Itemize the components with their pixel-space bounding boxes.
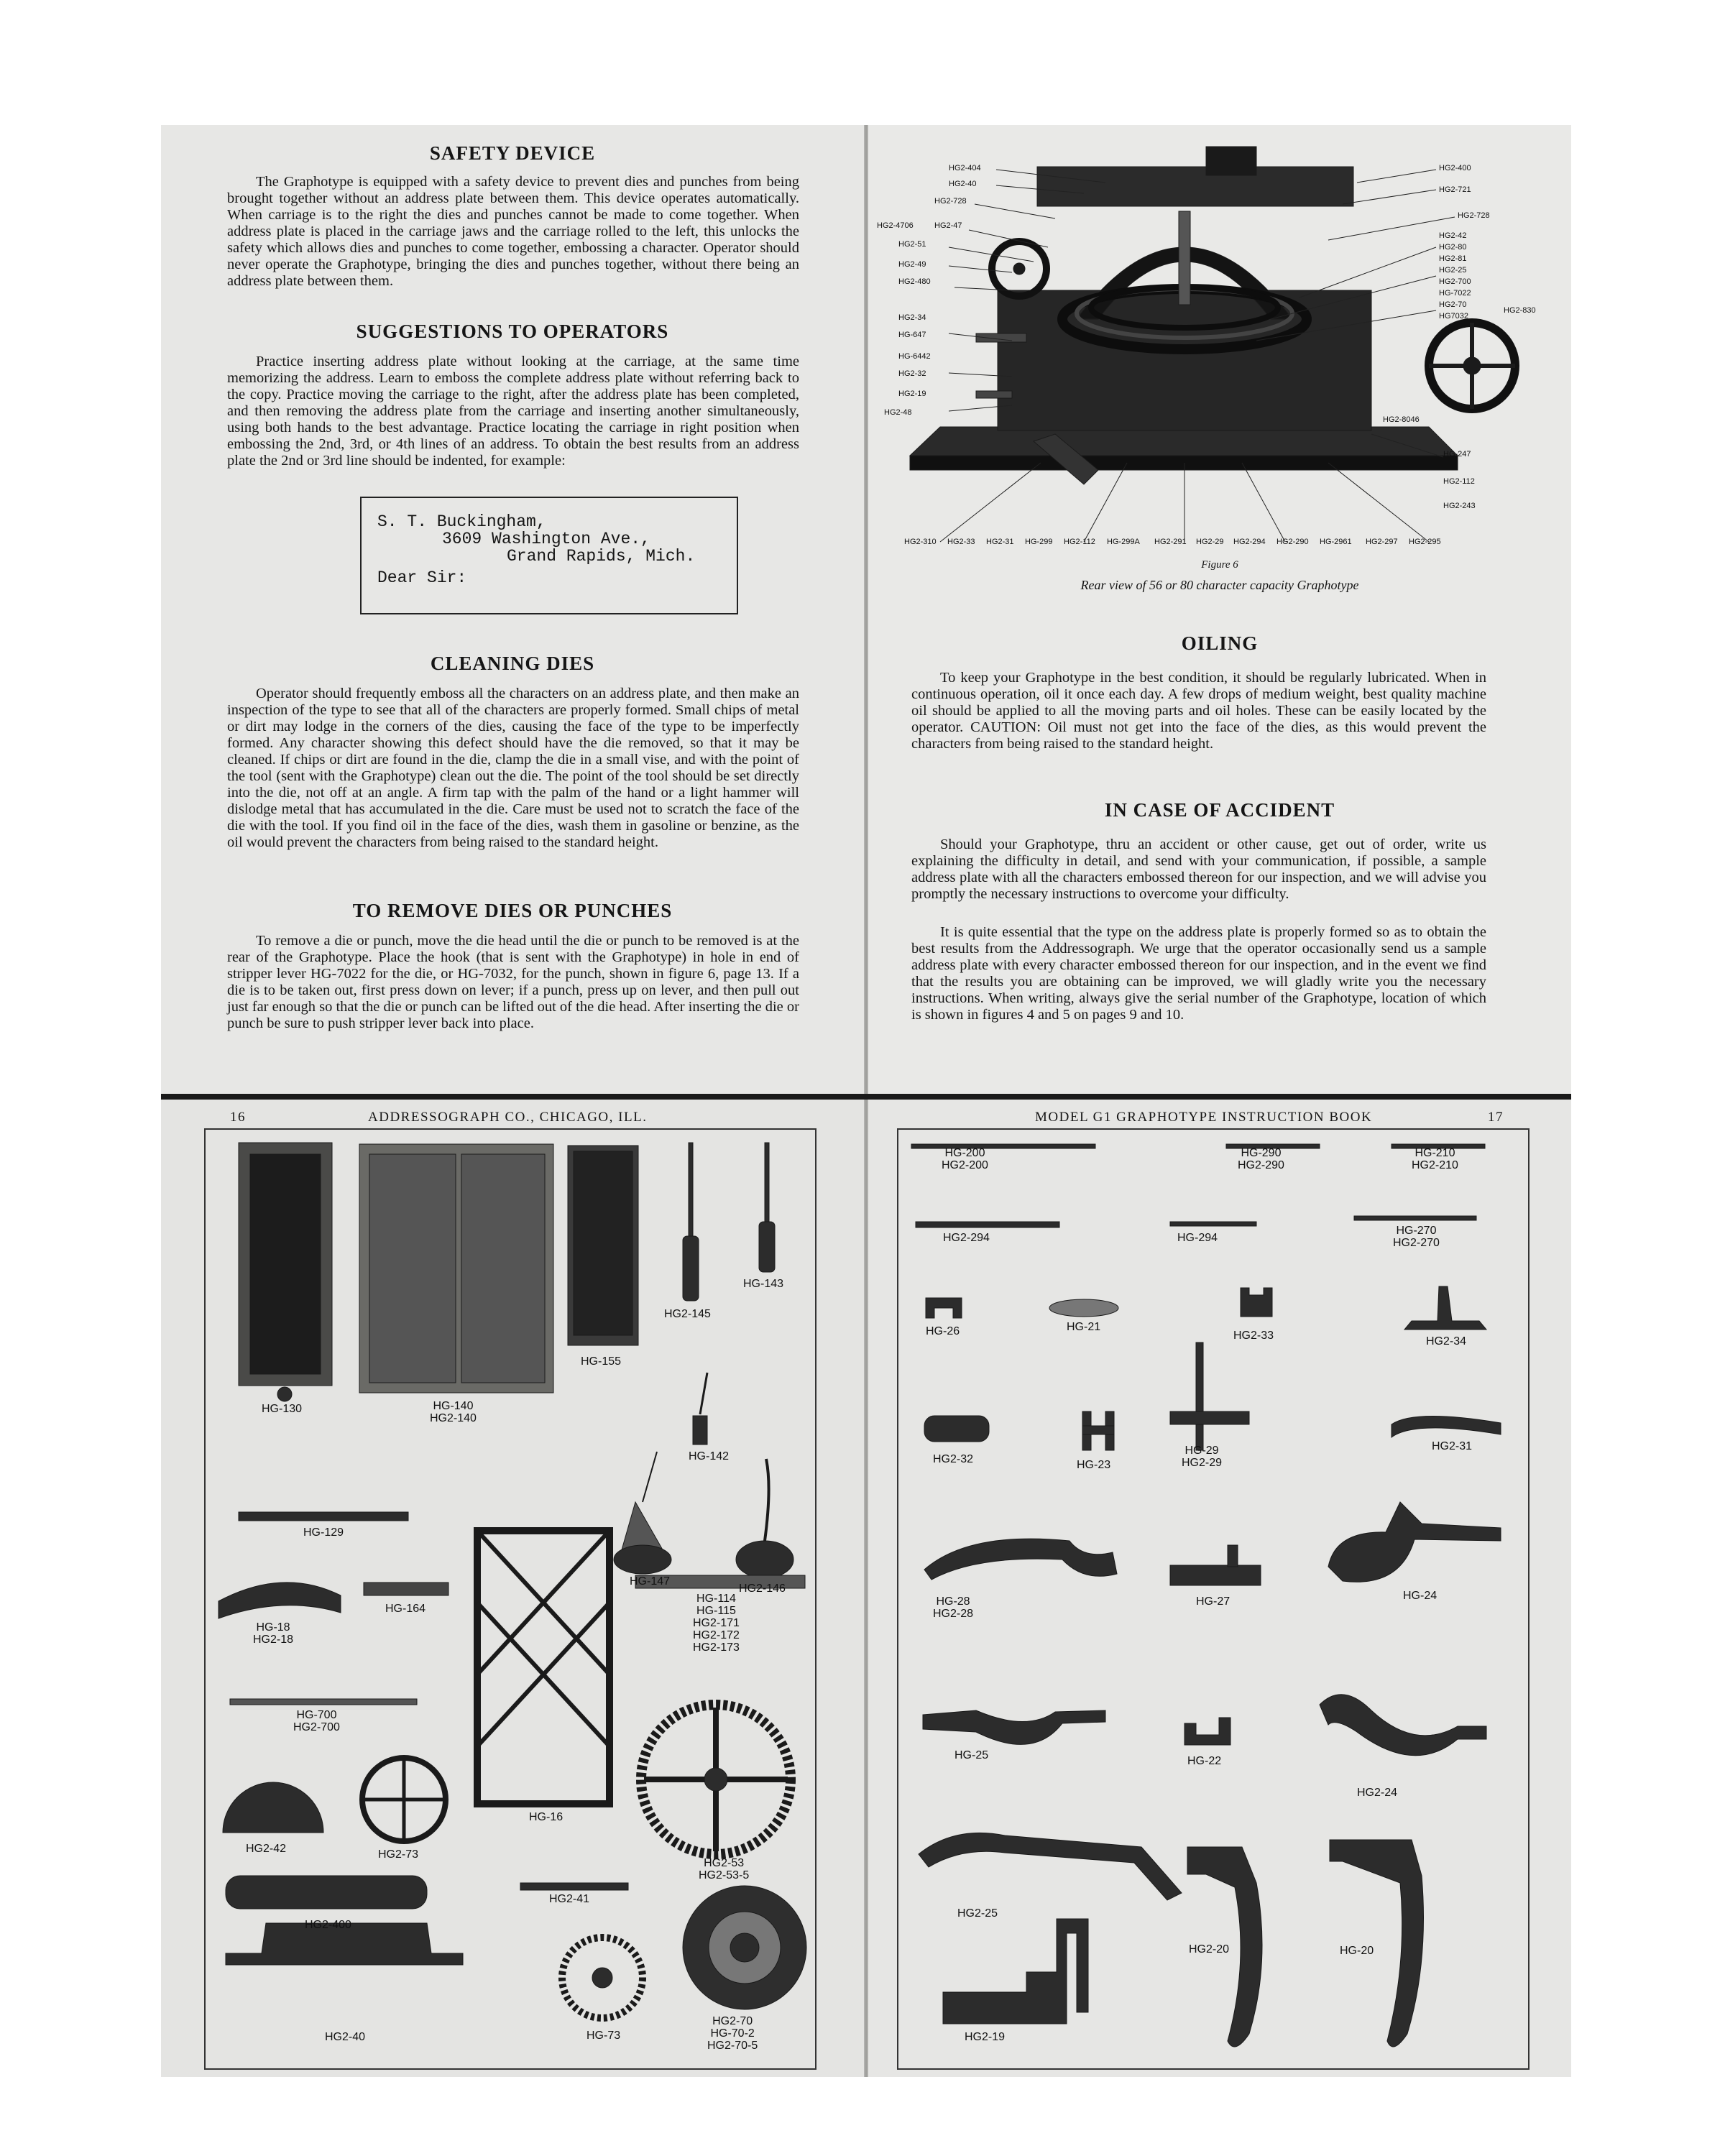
part-label-hg-142: HG-142 [689,1450,730,1462]
text-safety-device: The Graphotype is equipped with a safety device to prevent dies and punches from being brought together without an address plate between them. This device operates automatically. When carriage is to the right the dies and punches cannot be made to come together. When address plate is placed in the carriage jaws and the carriage rolled to the left, this unlocks the safety which allows dies and punches to come together, embossing a character. Operator should never operate the Graphotype, bringing the dies and punches together, without there being an address plate between them. [227,174,799,289]
part-label-hg-294: HG-294 [1177,1232,1218,1244]
page-16-parts [161,1100,864,2077]
callout-hg2-49: HG2-49 [898,260,926,269]
part-label-hg-164: HG-164 [385,1603,426,1615]
part-label-hg2-146: HG2-146 [739,1583,786,1595]
figure-caption: Rear view of 56 or 80 character capacity Graphotype [1080,578,1359,592]
callout-hg2-294: HG2-294 [1233,538,1266,546]
address-line-2: 3609 Washington Ave., [442,530,650,548]
part-label-hg2-33: HG2-33 [1233,1330,1274,1342]
callout-hg2-290: HG2-290 [1276,538,1309,546]
callout-hg2-112-bottom: HG2-112 [1064,538,1095,546]
heading-accident: IN CASE OF ACCIDENT [1104,799,1335,821]
part-label-hg-270: HG-270 HG2-270 [1393,1225,1440,1249]
part-label-hg2-40: HG2-40 [325,2031,366,2043]
callout-hg2-31: HG2-31 [986,538,1014,546]
running-head-left: ADDRESSOGRAPH CO., CHICAGO, ILL. [368,1110,648,1125]
spread-divider [161,1094,1571,1100]
part-label-hg-114: HG-114 HG-115 HG2-171 HG2-172 HG2-173 [693,1593,740,1654]
heading-cleaning-dies: CLEANING DIES [430,653,595,674]
callout-hg2-4706: HG2-4706 [877,221,914,230]
callout-hg2-8046: HG2-8046 [1383,415,1420,424]
text-remove-dies: To remove a die or punch, move the die head until the die or punch to be removed is at the rear of the Graphotype. Place the hook (that is sent with the Graphotype) in hole in end of stripper lever HG-7022 for the die, or HG-7032, for the punch, shown in figure 6, page 13. If a die is to be taken out, first press down on lever; if a punch, press up on lever, and then pull out just far enough so that the die or punch can be lifted out of the die head. After inserting the die or punch be sure to push stripper lever back into place. [227,933,799,1031]
heading-oiling: OILING [1181,632,1259,654]
address-line-4: Dear Sir: [377,568,467,587]
part-label-hg-18: HG-18 HG2-18 [253,1621,294,1646]
callout-hg2-19: HG2-19 [898,390,926,398]
callout-hg2-40: HG2-40 [949,180,977,188]
part-label-hg2-19: HG2-19 [965,2031,1006,2043]
callout-hg2-42: HG2-42 [1439,231,1467,240]
part-label-hg-28: HG-28 HG2-28 [933,1595,974,1620]
part-label-hg-155: HG-155 [581,1355,622,1368]
text-accident-para1: Should your Graphotype, thru an accident or other cause, get out of order, write us explaining the difficulty in detail, and send with your communication, if possible, a sample address plate with all the characters embossed thereon for our inspection, and we will advise you promptly the necessary instructions to overcome your difficulty. [911,837,1486,902]
callout-hg2-830: HG2-830 [1504,306,1536,315]
part-label-hg2-145: HG2-145 [664,1308,711,1320]
callout-hg2-80: HG2-80 [1439,243,1467,252]
part-label-hg2-42: HG2-42 [246,1843,287,1855]
part-label-hg-129: HG-129 [303,1526,344,1539]
callout-hg-299a: HG-299A [1107,538,1140,546]
part-label-hg-73: HG-73 [586,2030,621,2042]
callout-hg2-48: HG2-48 [884,408,912,417]
callout-hg2-25: HG2-25 [1439,266,1467,275]
heading-suggestions: SUGGESTIONS TO OPERATORS [356,321,669,342]
callout-hg2-32: HG2-32 [898,369,926,378]
text-cleaning-dies: Operator should frequently emboss all the characters on an address plate, and then make an inspection of the type to see that all of the characters are properly formed. Small chips of metal or dirt may lodge in the corners of the dies, causing the face of the type to be imperfectly formed. Any character showing this defect should have the die removed, so that it may be cleaned. If chips or dirt are found in the die, clamp the die in a small vise, and with the point of the tool (sent with the Graphotype) clean out the die. The point of the tool should be set directly into the die, not off at an angle. A firm tap with the palm of the hand or a light hammer will dislodge metal that has accumulated in the die. Care must be used not to scratch the face of the die with the tool. If you find oil in the face of the dies, wash them in gasoline or benzine, as the oil would prevent the characters from being raised to the standard height. [227,686,799,850]
part-label-hg-23: HG-23 [1077,1459,1111,1471]
callout-hg2-480: HG2-480 [898,277,931,286]
running-head-right: MODEL G1 GRAPHOTYPE INSTRUCTION BOOK [1035,1110,1373,1125]
callout-hg-6442: HG-6442 [898,352,931,361]
part-label-hg2-31: HG2-31 [1432,1440,1473,1452]
callout-hg-647: HG-647 [898,331,926,339]
part-label-hg-20: HG-20 [1340,1945,1374,1957]
part-label-hg-140: HG-140 HG2-140 [430,1400,477,1424]
callout-hg2-295: HG2-295 [1409,538,1441,546]
callout-hg2-243: HG2-243 [1443,502,1476,510]
callout-hg2-404: HG2-404 [949,164,981,172]
part-label-hg2-32: HG2-32 [933,1453,974,1465]
example-address-box [360,497,738,614]
page-number-16: 16 [230,1110,246,1125]
part-label-hg2-25: HG2-25 [957,1907,998,1920]
heading-safety-device: SAFETY DEVICE [429,142,596,164]
callout-hg-299: HG-299 [1025,538,1053,546]
callout-hg2-81: HG2-81 [1439,254,1467,263]
callout-hg2-700: HG2-700 [1439,277,1471,286]
callout-hg2-33: HG2-33 [947,538,975,546]
callout-hg2-291: HG2-291 [1154,538,1187,546]
callout-hg-247: HG-247 [1443,450,1471,459]
page-number-17: 17 [1488,1110,1504,1125]
part-label-hg2-34: HG2-34 [1426,1335,1467,1348]
callout-hg2-29: HG2-29 [1196,538,1224,546]
callout-hg2-70: HG2-70 [1439,300,1467,309]
part-label-hg2-294: HG2-294 [943,1232,990,1244]
part-label-hg2-20: HG2-20 [1189,1943,1230,1955]
text-oiling: To keep your Graphotype in the best condition, it should be regularly lubricated. When in continuous operation, oil it once each day. A few drops of medium weight, best quality machine oil should be applied to all the moving parts and oil holes. These can be easily located by the operator. CAUTION: Oil must not get into the face of the dies, as this would prevent the characters from being raised to the standard height. [911,670,1486,752]
callout-hg2-34: HG2-34 [898,313,926,322]
part-label-hg-24: HG-24 [1403,1590,1438,1602]
part-label-hg-290: HG-290 HG2-290 [1238,1147,1284,1171]
page-figure-oiling [868,125,1571,1094]
part-label-hg-22: HG-22 [1187,1755,1222,1767]
part-label-hg-700: HG-700 HG2-700 [293,1709,340,1733]
callout-hg2-112-right: HG2-112 [1443,477,1475,486]
address-line-3: Grand Rapids, Mich. [507,547,696,566]
part-label-hg-26: HG-26 [926,1325,960,1337]
text-suggestions: Practice inserting address plate without looking at the carriage, at the same time memorizing the address. Learn to emboss the complete address plate without referring back to the copy. Practice moving the carriage to the right, after the address plate has been completed, and then removing the address plate from the carriage and inserting another simultaneously, using both hands to the best advantage. Practice locating the carriage in right position when embossing the 2nd, 3rd, or 4th lines of an address. To obtain the best results from an address plate the 2nd or 3rd line should be indented, for example: [227,354,799,469]
part-label-hg2-53: HG2-53 HG2-53-5 [699,1857,750,1881]
part-label-hg-130: HG-130 [262,1403,303,1415]
page-safety-suggestions [161,125,864,1094]
figure-label: Figure 6 [1201,559,1238,571]
callout-hg2-400: HG2-400 [1439,164,1471,172]
page-17-parts [868,1100,1571,2077]
callout-hg2-728-right: HG2-728 [1458,211,1490,220]
part-label-hg-29: HG-29 HG2-29 [1182,1445,1223,1469]
callout-hg-7022: HG-7022 [1439,289,1471,298]
callout-hg2-721: HG2-721 [1439,185,1471,194]
part-label-hg-210: HG-210 HG2-210 [1412,1147,1458,1171]
part-label-hg2-24: HG2-24 [1357,1787,1398,1799]
callout-hg2-47: HG2-47 [934,221,962,230]
address-line-1: S. T. Buckingham, [377,512,546,531]
part-label-hg-21: HG-21 [1067,1321,1101,1333]
part-label-hg-147: HG-147 [630,1575,671,1588]
callout-hg2-728-left: HG2-728 [934,197,967,206]
heading-remove-dies: TO REMOVE DIES OR PUNCHES [352,900,673,921]
part-label-hg2-73: HG2-73 [378,1848,419,1861]
part-label-hg2-41: HG2-41 [549,1893,590,1905]
part-label-hg2-70: HG2-70 HG-70-2 HG2-70-5 [707,2015,758,2052]
part-label-hg-200: HG-200 HG2-200 [942,1147,988,1171]
callout-hg2-297: HG2-297 [1366,538,1398,546]
part-label-hg-25: HG-25 [954,1749,989,1761]
callout-hg2-310: HG2-310 [904,538,937,546]
part-label-hg-27: HG-27 [1196,1595,1230,1608]
callout-hg-2961: HG-2961 [1320,538,1352,546]
parts-illustrations-right [868,1100,1571,2077]
callout-hg2-51: HG2-51 [898,240,926,249]
part-label-hg-16: HG-16 [529,1811,564,1823]
text-accident-para2: It is quite essential that the type on the address plate is properly formed so as to obtain the best results from the Addressograph. We urge that the operator occasionally send us a sample address plate with every character embossed thereon for our inspection, and in the event we find that the results you are obtaining can be improved, we will gladly write you the necessary instructions. When writing, always give the serial number of the Graphotype, location of which is shown in figures 4 and 5 on pages 9 and 10. [911,924,1486,1023]
part-label-hg-143: HG-143 [743,1278,784,1290]
part-label-hg2-400: HG2-400 [305,1919,351,1931]
callout-hg7032: HG7032 [1439,312,1468,321]
